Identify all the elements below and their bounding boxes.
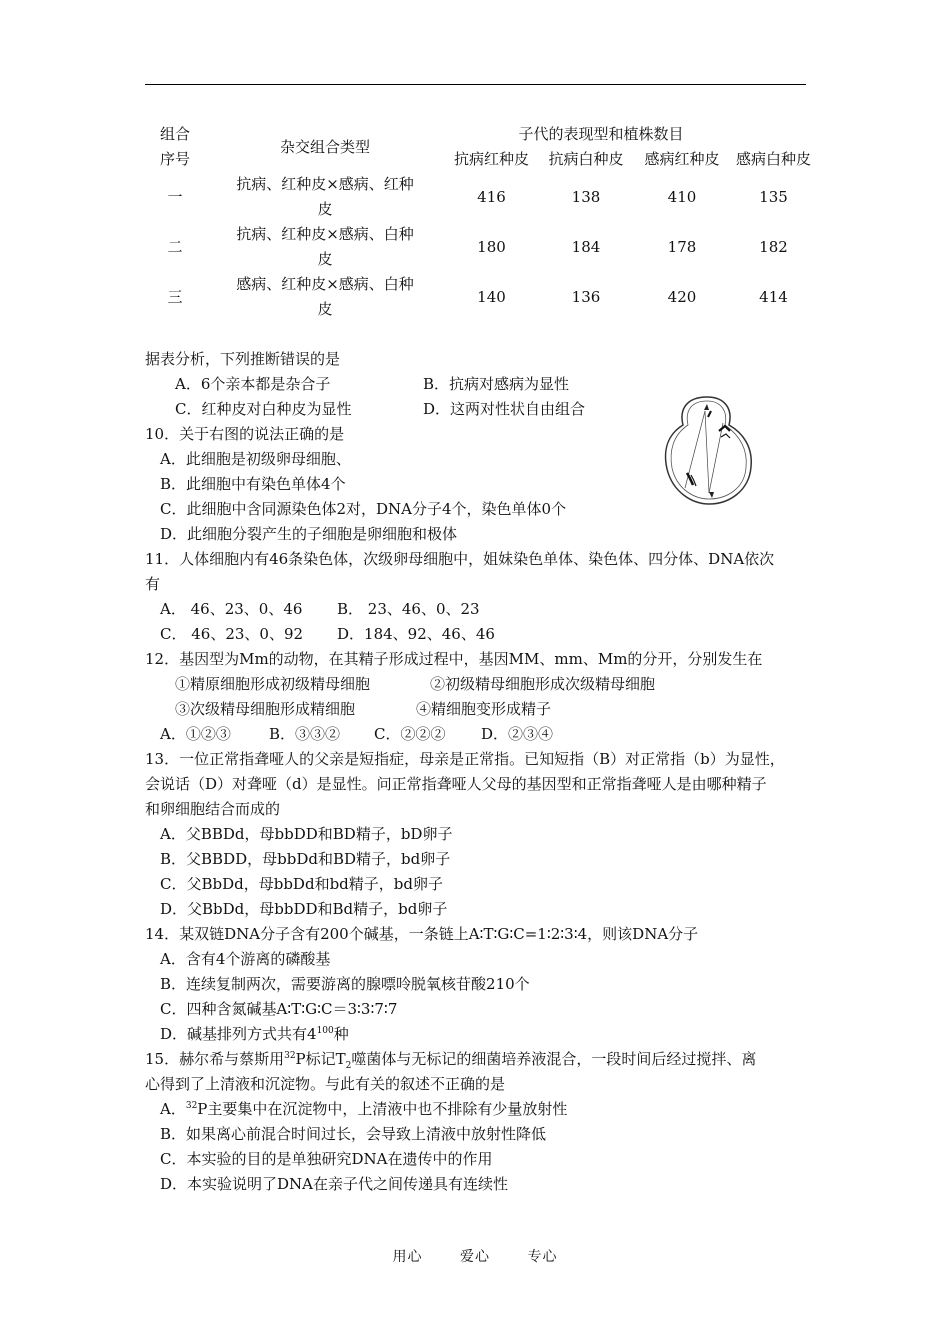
q10-stem: 10．关于右图的说法正确的是 <box>145 425 345 443</box>
row-value: 184 <box>571 237 601 256</box>
q13-stem-cont: 会说话（D）对聋哑（d）是显性。问正常指聋哑人父母的基因型和正常指聋哑人是由哪种精子 <box>145 775 767 793</box>
col-header: 感病红种皮 <box>644 150 720 168</box>
q15-stem-cont: 心得到了上清液和沉淀物。与此有关的叙述不正确的是 <box>145 1075 506 1093</box>
footer-word: 专心 <box>527 1249 558 1265</box>
row-value: 180 <box>477 237 506 256</box>
q15-option-c: C．本实验的目的是单独研究DNA在遗传中的作用 <box>160 1150 493 1168</box>
q11-option-b: B． 23、46、0、23 <box>337 600 480 618</box>
q9-stem: 据表分析，下列推断错误的是 <box>145 350 341 368</box>
row-value: 416 <box>477 187 506 206</box>
col-header: 抗病红种皮 <box>454 150 530 168</box>
cell-division-figure <box>657 393 757 508</box>
row-value: 414 <box>759 287 788 306</box>
row-cross: 抗病、红种皮×感病、白种皮 <box>236 225 414 268</box>
row-cross: 抗病、红种皮×感病、红种皮 <box>236 175 414 218</box>
cross-results-table <box>145 122 817 322</box>
row-value: 420 <box>667 287 697 306</box>
row-index: 三 <box>167 287 183 306</box>
q14-option-a: A．含有4个游离的磷酸基 <box>160 950 331 968</box>
q13-stem-cont: 和卵细胞结合而成的 <box>145 800 281 818</box>
q11-option-d: D．184、92、46、46 <box>337 625 495 643</box>
q12-item-1: ①精原细胞形成初级精母细胞 <box>175 675 371 693</box>
q13-option-b: B．父BBDD，母bbDd和BD精子，bd卵子 <box>160 850 451 868</box>
row-value: 410 <box>667 187 697 206</box>
q10-option-b: B．此细胞中有染色单体4个 <box>160 475 346 493</box>
q10-option-a: A．此细胞是初级卵母细胞、 <box>160 450 351 468</box>
row-value: 182 <box>759 237 788 256</box>
q9-option-c: C．红种皮对白种皮为显性 <box>175 400 352 418</box>
q13-stem: 13．一位正常指聋哑人的父亲是短指症，母亲是正常指。已知短指（B）对正常指（b）为显性， <box>145 750 785 768</box>
q14-option-d: D．碱基排列方式共有$4^{100}$种 <box>160 1025 349 1043</box>
q10-option-c: C．此细胞中含同源染色体2对，DNA分子4个，染色单体0个 <box>160 500 567 518</box>
row-value: 178 <box>667 237 697 256</box>
q15-option-a: A．$^{32}$P主要集中在沉淀物中，上清液中也不排除有少量放射性 <box>160 1100 568 1118</box>
page-footer <box>0 1246 950 1266</box>
q12-item-3: ③次级精母细胞形成精细胞 <box>175 700 356 718</box>
q14-option-c: C．四种含氮碱基A∶T∶G∶C＝3∶3∶7∶7 <box>160 1000 398 1018</box>
q11-stem: 11．人体细胞内有46条染色体，次级卵母细胞中，姐妹染色单体、染色体、四分体、DNA依次 <box>145 550 775 568</box>
header-rule <box>145 84 806 85</box>
table-row <box>145 222 817 272</box>
q13-option-c: C．父BbDd，母bbDd和bd精子，bd卵子 <box>160 875 443 893</box>
row-value: 135 <box>759 187 788 206</box>
q12-option-d: D．②③④ <box>481 725 554 743</box>
row-value: 138 <box>571 187 601 206</box>
q12-option-b: B．③③② <box>269 725 341 743</box>
q11-option-c: C． 46、23、0、92 <box>160 625 304 643</box>
q15-stem: 15．赫尔希与蔡斯用$^{32}$P标记$T_2$噬菌体与无标记的细菌培养液混合，一段时间后经过搅拌、离 <box>145 1050 757 1071</box>
q9-option-d: D．这两对性状自由组合 <box>423 400 586 418</box>
col-header: 感病白种皮 <box>736 150 812 168</box>
row-index: 一 <box>167 187 183 206</box>
q10-option-d: D．此细胞分裂产生的子细胞是卵细胞和极体 <box>160 525 458 543</box>
row-value: 140 <box>477 287 506 306</box>
q12-item-4: ④精细胞变形成精子 <box>416 700 552 718</box>
table-row <box>145 172 817 222</box>
q15-option-d: D．本实验说明了DNA在亲子代之间传递具有连续性 <box>160 1175 509 1193</box>
table-row <box>145 272 817 322</box>
q13-option-d: D．父BbDd，母bbDD和Bd精子，bd卵子 <box>160 900 448 918</box>
row-cross: 感病、红种皮×感病、白种皮 <box>236 275 414 318</box>
q12-option-c: C．②②② <box>374 725 446 743</box>
q13-option-a: A．父BBDd，母bbDD和BD精子，bD卵子 <box>160 825 453 843</box>
col-cross-header: 杂交组合类型 <box>279 137 370 156</box>
col-header: 抗病白种皮 <box>548 150 624 168</box>
q9-option-a: A．6个亲本都是杂合子 <box>175 375 331 393</box>
q14-option-b: B．连续复制两次，需要游离的腺嘌呤脱氧核苷酸210个 <box>160 975 530 993</box>
q12-item-2: ②初级精母细胞形成次级精母细胞 <box>430 675 656 693</box>
q9-option-b: B．抗病对感病为显性 <box>423 375 570 393</box>
row-value: 136 <box>571 287 601 306</box>
q12-option-a: A．①②③ <box>160 725 231 743</box>
footer-word: 用心 <box>392 1249 423 1265</box>
q11-option-a: A． 46、23、0、46 <box>160 600 303 618</box>
q15-option-b: B．如果离心前混合时间过长，会导致上清液中放射性降低 <box>160 1125 547 1143</box>
q11-stem-cont: 有 <box>145 575 161 593</box>
footer-word: 爱心 <box>460 1249 490 1265</box>
row-index: 二 <box>167 237 183 256</box>
group-header: 子代的表现型和植株数目 <box>518 125 684 143</box>
table-header-row <box>145 122 817 147</box>
q14-stem: 14．某双链DNA分子含有200个碱基，一条链上A∶T∶G∶C=1∶2∶3∶4，则该DNA分子 <box>145 925 699 943</box>
q12-stem: 12．基因型为Mm的动物，在其精子形成过程中，基因MM、mm、Mm的分开，分别发生在 <box>145 650 763 668</box>
col-index-header: 组合序号 <box>159 125 190 168</box>
